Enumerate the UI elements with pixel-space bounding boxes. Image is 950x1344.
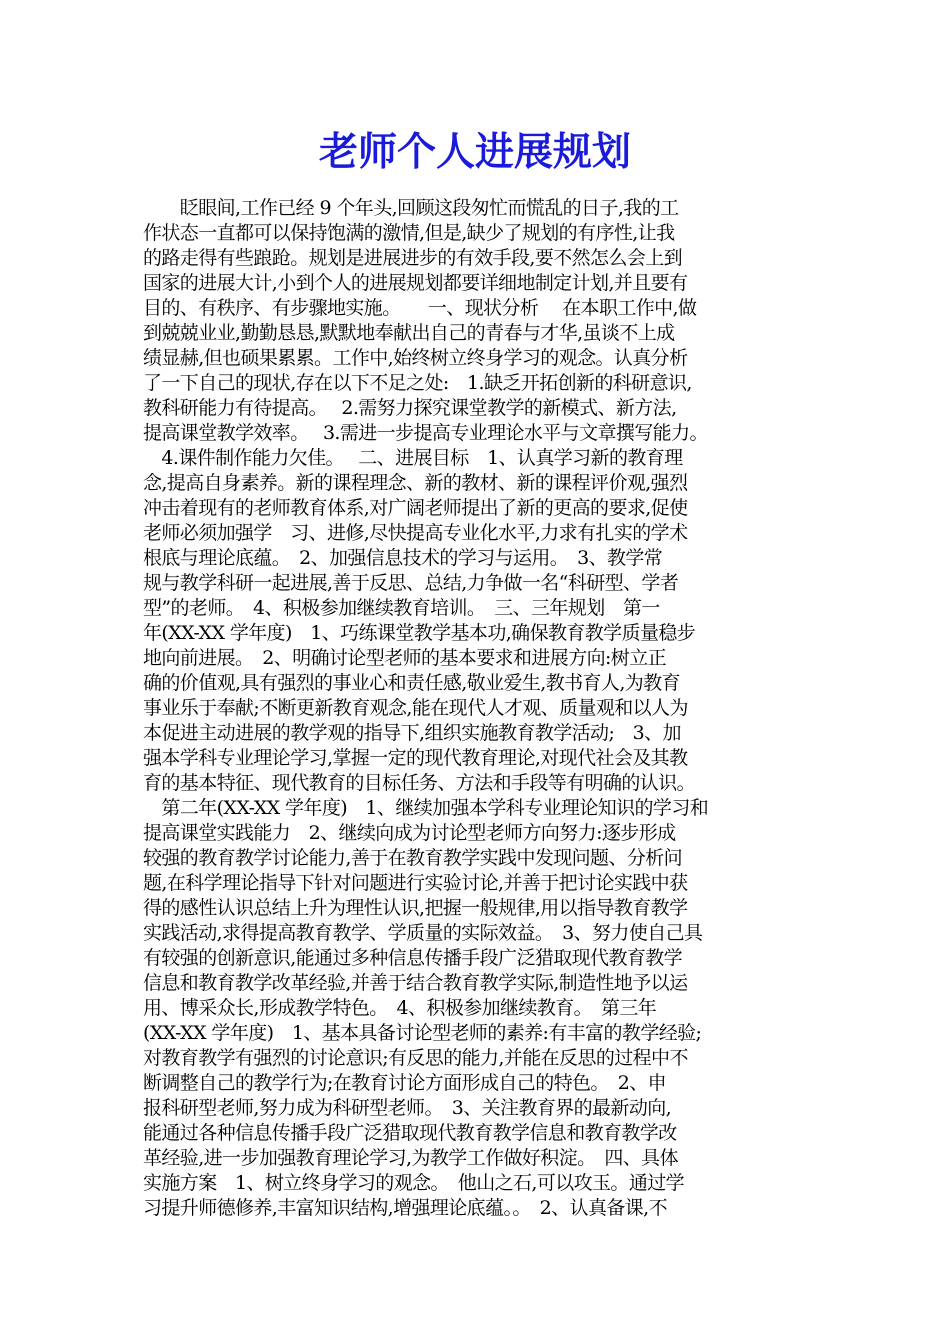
body-text-line: 提高课堂实践能力 2、继续向成为讨论型老师方向努力:逐步形成	[143, 822, 676, 844]
body-text-line: 第二年(XX-XX 学年度) 1、继续加强本学科专业理论知识的学习和	[143, 797, 709, 819]
body-text-line: 育的基本特征、现代教育的目标任务、方法和手段等有明确的认识。	[143, 772, 696, 794]
body-text-line: 到兢兢业业,勤勤恳恳,默默地奉献出自己的青春与才华,虽谈不上成	[143, 322, 675, 344]
body-text-line: 教科研能力有待提高。 2.需努力探究课堂教学的新模式、新方法,	[143, 397, 677, 419]
body-text-line: 强本学科专业理论学习,掌握一定的现代教育理论,对现代社会及其教	[143, 747, 688, 769]
body-text-line: 冲击着现有的老师教育体系,对广阔老师提出了新的更高的要求,促使	[143, 497, 688, 519]
body-text-line: 型”的老师。 4、积极参加继续教育培训。 三、三年规划 第一	[143, 597, 660, 619]
body-text-line: 能通过各种信息传播手段广泛猎取现代教育教学信息和教育教学改	[143, 1122, 677, 1144]
body-text-line: 确的价值观,具有强烈的事业心和责任感,敬业爱生,教书育人,为教育	[143, 672, 680, 694]
body-text-line: 绩显赫,但也硕果累累。工作中,始终树立终身学习的观念。认真分析	[143, 347, 688, 369]
body-text-line: 得的感性认识总结上升为理性认识,把握一般规律,用以指导教育教学	[143, 897, 688, 919]
body-text-line: 实施方案 1、树立终身学习的观念。 他山之石,可以攻玉。通过学	[143, 1172, 685, 1194]
body-text-line: 题,在科学理论指导下针对问题进行实验讨论,并善于把讨论实践中获	[143, 872, 688, 894]
body-text-line: 信息和教育教学改革经验,并善于结合教育教学实际,制造性地予以运	[143, 972, 688, 994]
body-text-line: 有较强的创新意识,能通过多种信息传播手段广泛猎取现代教育教学	[143, 947, 683, 969]
body-text-line: 地向前进展。 2、明确讨论型老师的基本要求和进展方向:树立正	[143, 647, 666, 669]
body-text-line: 实践活动,求得提高教育教学、学质量的实际效益。 3、努力使自己具	[143, 922, 703, 944]
document-title: 老师个人进展规划	[318, 129, 631, 175]
body-text-line: 国家的进展大计,小到个人的进展规划都要详细地制定计划,并且要有	[143, 272, 688, 294]
body-text-line: 年(XX-XX 学年度) 1、巧练课堂教学基本功,确保教育教学质量稳步	[143, 622, 696, 644]
body-text-line: 习提升师德修养,丰富知识结构,增强理论底蕴。。 2、认真备课,不	[143, 1197, 668, 1219]
body-text-line: 革经验,进一步加强教育理论学习,为教学工作做好积淀。 四、具体	[143, 1147, 678, 1169]
body-text-line: 4.课件制作能力欠佳。 二、进展目标 1、认真学习新的教育理	[143, 447, 683, 469]
body-text-line: 报科研型老师,努力成为科研型老师。 3、关注教育界的最新动向,	[143, 1097, 672, 1119]
body-text-line: (XX-XX 学年度) 1、基本具备讨论型老师的素养:有丰富的教学经验;	[143, 1022, 702, 1044]
body-text-line: 断调整自己的教学行为;在教育讨论方面形成自己的特色。 2、申	[143, 1072, 666, 1094]
body-text-line: 眨眼间,工作已经 9 个年头,回顾这段匆忙而慌乱的日子,我的工	[143, 197, 679, 219]
body-text-line: 本促进主动进展的教学观的指导下,组织实施教育教学活动; 3、加	[143, 722, 681, 744]
body-text-line: 念,提高自身素养。新的课程理念、新的教材、新的课程评价观,强烈	[143, 472, 688, 494]
body-text-line: 了一下自己的现状,存在以下不足之处: 1.缺乏开拓创新的科研意识,	[143, 372, 692, 394]
body-text-line: 提高课堂教学效率。 3.需进一步提高专业理论水平与文章撰写能力。	[143, 422, 708, 444]
body-text-line: 对教育教学有强烈的讨论意识;有反思的能力,并能在反思的过程中不	[143, 1047, 688, 1069]
body-text-line: 规与教学科研一起进展,善于反思、总结,力争做一名“科研型、学者	[143, 572, 679, 594]
body-text-line: 目的、有秩序、有步骤地实施。 一、现状分析 在本职工作中,做	[143, 297, 697, 319]
body-text-line: 作状态一直都可以保持饱满的激情,但是,缺少了规划的有序性,让我	[143, 222, 675, 244]
body-text-line: 老师必须加强学 习、进修,尽快提高专业化水平,力求有扎实的学术	[143, 522, 688, 544]
body-text-line: 的路走得有些踉跄。规划是进展进步的有效手段,要不然怎么会上到	[143, 247, 683, 269]
body-text-line: 事业乐于奉献;不断更新教育观念,能在现代人才观、质量观和以人为	[143, 697, 688, 719]
body-text-line: 根底与理论底蕴。 2、加强信息技术的学习与运用。 3、教学常	[143, 547, 663, 569]
document-body	[143, 196, 807, 1221]
body-text-line: 较强的教育教学讨论能力,善于在教育教学实践中发现问题、分析问	[143, 847, 683, 869]
body-text-line: 用、博采众长,形成教学特色。 4、积极参加继续教育。 第三年	[143, 997, 657, 1019]
